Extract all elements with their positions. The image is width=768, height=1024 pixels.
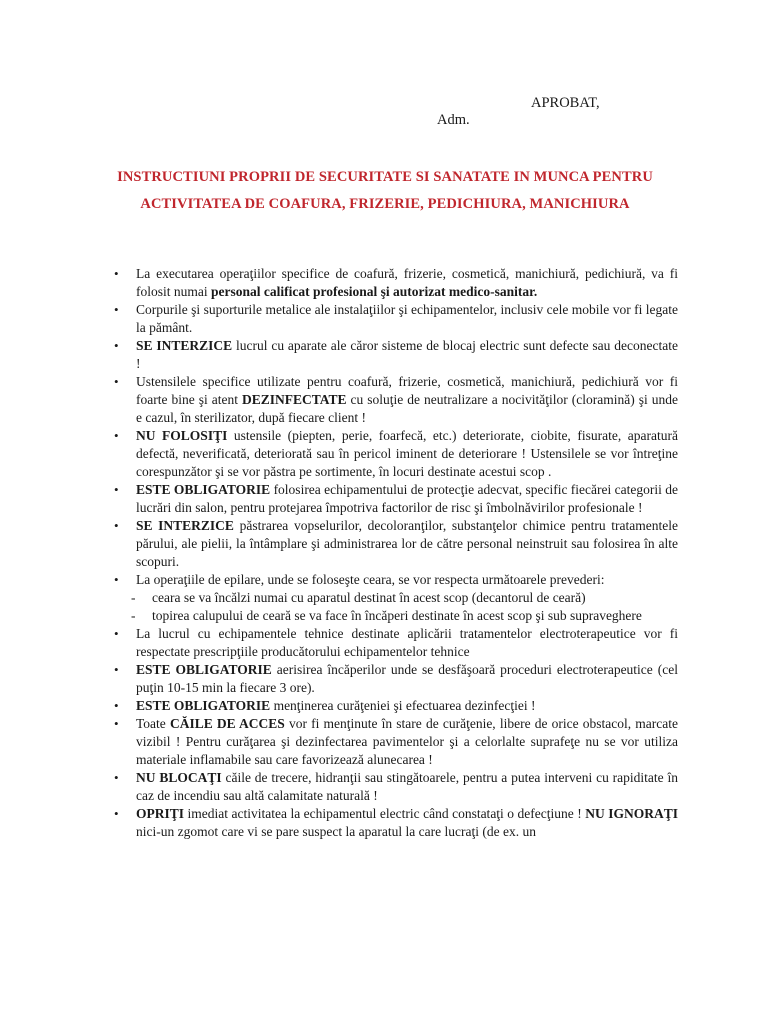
item-text: cu soluţie de neutralizare a nocivităţilor (cloramină) şi unde e cazul, în sterilizator, după fiecare client ! [136, 392, 678, 425]
list-item [136, 715, 678, 769]
emphasis-text: SE INTERZICE [136, 518, 234, 533]
item-text: menţinerea curăţeniei şi efectuarea dezinfecţiei ! [270, 698, 536, 713]
list-item [136, 481, 678, 517]
emphasis-text: SE INTERZICE [136, 338, 233, 353]
emphasis-text: personal calificat profesional şi autorizat medico-sanitar. [211, 284, 538, 299]
sub-list-item [152, 589, 678, 607]
title-line-2: ACTIVITATEA DE COAFURA, FRIZERIE, PEDICHIURA, MANICHIURA [140, 196, 630, 212]
list-item [136, 373, 678, 427]
item-text: Corpurile şi suporturile metalice ale instalaţiilor şi echipamentelor, inclusiv cele mobile vor fi legate la pământ. [136, 302, 678, 335]
title-line-1: INSTRUCTIUNI PROPRII DE SECURITATE SI SANATATE IN MUNCA PENTRU [117, 169, 653, 185]
item-text: ceara se va încălzi numai cu aparatul destinat în acest scop (decantorul de ceară) [152, 590, 586, 605]
item-text: ustensile (piepten, perie, foarfecă, etc.) deteriorate, ciobite, fisurate, aparatură defectă, neverificată, deteriorată sau în pericol iminent de deteriorare ! Ustensilele se vor întreţine corespunzător şi se vor păstra pe sortimente, în locuri destinate acestui scop . [136, 428, 678, 479]
item-text: La lucrul cu echipamentele tehnice destinate aplicării tratamentelor electroterapeutice vor fi respectate prescripţiile producătorului echipamentelor tehnice [136, 626, 678, 659]
item-text: aerisirea încăperilor unde se desfăşoară proceduri electroterapeutice (cel puţin 10-15 min la fiecare 3 ore). [136, 662, 678, 695]
emphasis-text: DEZINFECTATE [242, 392, 347, 407]
emphasis-text: NU IGNORAŢI [585, 806, 679, 821]
list-item [136, 661, 678, 697]
list-item [136, 697, 678, 715]
list-item [136, 571, 678, 589]
emphasis-text: ESTE OBLIGATORIE [136, 482, 271, 497]
approval-label: APROBAT, [531, 95, 600, 111]
item-text: nici-un zgomot care vi se pare suspect la aparatul la care lucraţi (de ex. un [136, 824, 536, 839]
item-text: Ustensilele specifice utilizate pentru coafură, frizerie, cosmetică, manichiură, pedichiură vor fi foarte bine şi atent [136, 374, 678, 407]
emphasis-text: ESTE OBLIGATORIE [136, 698, 271, 713]
list-item [136, 769, 678, 805]
item-text: folosirea echipamentului de protecţie adecvat, specific fiecărei categorii de lucrări din salon, pentru protejarea împotriva factorilor de risc şi îmbolnăvirilor profesionale ! [136, 482, 678, 515]
list-item [136, 517, 678, 571]
emphasis-text: ESTE OBLIGATORIE [136, 662, 272, 677]
item-text: căile de trecere, hidranţii sau stingătoarele, pentru a putea interveni cu rapiditate în caz de incendiu sau altă calamitate naturală ! [136, 770, 678, 803]
item-text: imediat activitatea la echipamentul electric când constataţi o defecţiune ! [184, 806, 586, 821]
emphasis-text: NU BLOCAŢI [136, 770, 222, 785]
list-item [136, 625, 678, 661]
item-text: Toate [136, 716, 170, 731]
list-item [136, 301, 678, 337]
emphasis-text: CĂILE DE ACCES [169, 716, 285, 731]
item-text: topirea calupului de ceară se va face în încăperi destinate în acest scop şi sub supraveghere [152, 608, 642, 623]
emphasis-text: NU FOLOSIŢI [136, 428, 228, 443]
adm-label: Adm. [437, 112, 470, 128]
item-text: La operaţiile de epilare, unde se foloseşte ceara, se vor respecta următoarele prevederi: [136, 572, 605, 587]
document-title [90, 164, 680, 218]
item-text: vor fi menţinute în stare de curăţenie, libere de orice obstacol, marcate vizibil ! Pentru curăţarea şi dezinfectarea pavimentelor şi a celorlalte suprafeţe nu se vor utiliza materiale inflamabile sau care favorizează alunecarea ! [136, 716, 678, 767]
list-item [136, 427, 678, 481]
list-item [136, 805, 678, 841]
list-item [136, 265, 678, 301]
item-text: lucrul cu aparate ale căror sisteme de blocaj electric sunt defecte sau deconectate ! [136, 338, 678, 371]
item-text: La executarea operaţiilor specifice de coafură, frizerie, cosmetică, manichiură, pedichiură, va fi folosit numai [136, 266, 678, 299]
emphasis-text: OPRIŢI [136, 806, 185, 821]
sub-list-item [152, 607, 678, 625]
item-text: păstrarea vopselurilor, decoloranţilor, substanţelor chimice pentru tratamentele părului, ale pielii, la întâmplare şi administrarea lor de către personal neinstruit sau folosirea în alte scopuri. [136, 518, 678, 569]
list-item [136, 337, 678, 373]
instruction-list [110, 265, 678, 841]
